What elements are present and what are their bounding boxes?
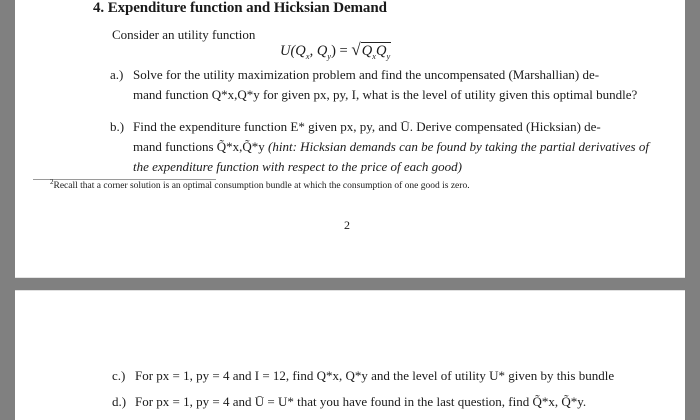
question-b-line3: the expenditure function with respect to the price of each good) [133, 159, 463, 174]
question-c-text: For px = 1, py = 4 and I = 12, find Q*x, Q*y and the level of utility U* given by this bundle [135, 368, 615, 383]
question-d [112, 394, 586, 410]
document-page-2 [15, 0, 685, 278]
radicand [361, 42, 392, 59]
question-a-text1: Solve for the utility maximization problem and find the uncompensated (Marshallian) de- [133, 67, 600, 82]
formula-sub-y: y [327, 50, 332, 61]
formula-lhs-mid: , Q [309, 43, 328, 59]
page-number: 2 [344, 218, 350, 232]
question-a-line2: mand function Q*x,Q*y for given px, py, I, what is the level of utility given this optimal bundle? [133, 87, 638, 102]
sqrt-icon: √ [351, 40, 361, 59]
footnote [50, 178, 470, 191]
question-b-line1 [110, 117, 630, 137]
utility-formula [280, 40, 391, 60]
footnote-divider [33, 179, 216, 180]
section-title: 4. Expenditure function and Hicksian Demand [93, 0, 387, 16]
footnote-text: Recall that a corner solution is an optimal consumption bundle at which the consumption of one good is zero. [53, 181, 470, 191]
radicand-qx: Q [361, 43, 373, 59]
formula-lhs [280, 43, 351, 59]
question-d-label: d.) [112, 394, 127, 409]
question-b-label: b.) [110, 119, 125, 134]
radicand-sub-y: y [386, 50, 391, 61]
question-b-hint: (hint: Hicksian demands can be found by taking the partial derivatives of [268, 139, 649, 154]
radicand-qy: Q [375, 43, 387, 59]
question-a-line1 [110, 65, 630, 85]
formula-equals: ) = [331, 43, 352, 59]
question-b [110, 117, 649, 177]
question-b-text1: Find the expenditure function E* given px, py, and Ū. Derive compensated (Hicksian) de- [133, 119, 601, 134]
footnote-marker: 2 [50, 178, 54, 186]
radicand-sub-x: x [372, 50, 376, 61]
question-c-label: c.) [112, 368, 126, 383]
formula-sub-x: x [305, 50, 310, 61]
formula-lhs-u: U(Q [280, 43, 306, 59]
question-a [110, 65, 638, 105]
document-page-3 [15, 290, 685, 420]
question-a-label: a.) [110, 67, 124, 82]
question-b-line2 [110, 137, 649, 157]
intro-text: Consider an utility function [112, 27, 256, 42]
question-c [112, 368, 614, 384]
question-d-text: For px = 1, py = 4 and Ū = U* that you have found in the last question, find Q̃*x, Q̃*y. [135, 394, 587, 409]
question-b-text2: mand functions Q̃*x,Q̃*y [133, 139, 265, 154]
